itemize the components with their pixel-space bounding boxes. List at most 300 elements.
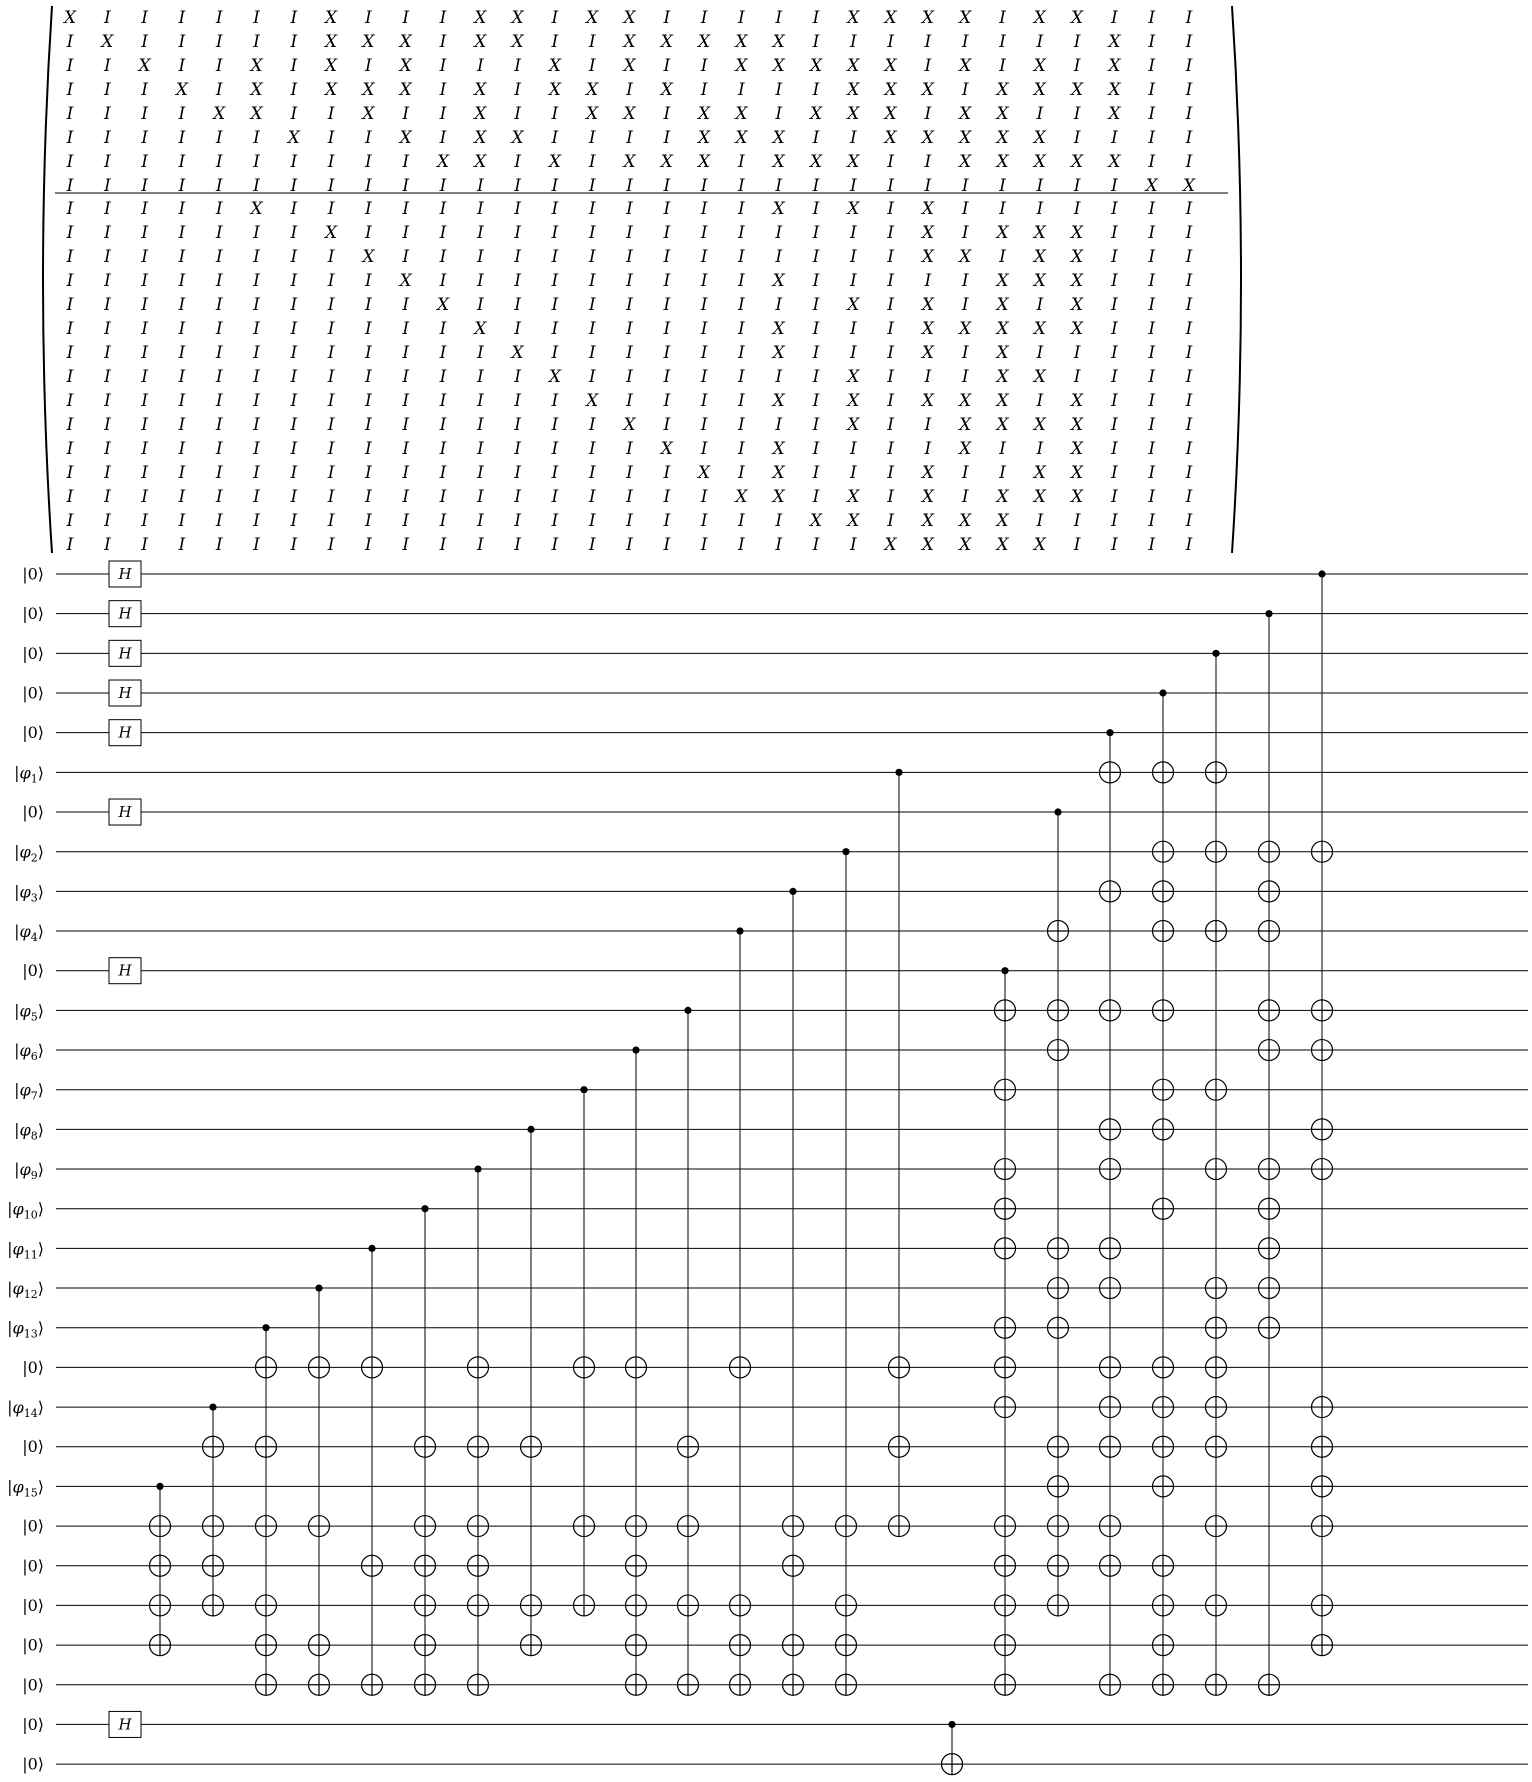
matrix-entry: I: [1036, 511, 1044, 531]
matrix-entry: I: [588, 319, 596, 339]
hadamard-label: H: [118, 565, 132, 583]
matrix-entry: I: [476, 56, 484, 76]
target-oplus: [1048, 921, 1069, 942]
target-oplus: [203, 1595, 224, 1616]
matrix-entry: I: [103, 535, 111, 555]
target-oplus: [995, 1397, 1016, 1418]
matrix-entry: I: [551, 487, 559, 507]
matrix-entry: I: [626, 128, 633, 148]
matrix-entry: X: [884, 104, 897, 124]
target-oplus: [574, 1595, 595, 1616]
matrix-left-paren: [43, 6, 52, 553]
matrix-entry: I: [476, 199, 484, 219]
matrix-entry: I: [812, 319, 820, 339]
matrix-entry: X: [1108, 104, 1121, 124]
matrix-entry: I: [1036, 391, 1044, 411]
matrix-entry: X: [698, 152, 711, 172]
matrix-entry: I: [626, 199, 633, 219]
matrix-entry: I: [290, 391, 298, 411]
matrix-entry: I: [327, 535, 335, 555]
matrix-entry: I: [402, 367, 410, 387]
matrix-entry: I: [476, 391, 484, 411]
target-oplus: [1259, 1159, 1280, 1180]
matrix-entry: I: [1148, 463, 1156, 483]
target-oplus: [1259, 1317, 1280, 1338]
control-dot: [209, 1403, 216, 1410]
control-dot: [262, 1324, 269, 1331]
target-oplus: [1259, 1674, 1280, 1695]
matrix-entry: I: [961, 271, 969, 291]
matrix-entry: I: [551, 223, 559, 243]
matrix-entry: X: [959, 511, 972, 531]
matrix-entry: I: [700, 295, 708, 315]
cnot-gate: [783, 888, 804, 1696]
matrix-entry: I: [775, 295, 783, 315]
matrix-entry: I: [775, 104, 783, 124]
wire-label: |0⟩: [22, 604, 44, 624]
matrix-entry: X: [474, 319, 487, 339]
target-oplus: [942, 1754, 963, 1775]
matrix-entry: I: [141, 319, 148, 339]
matrix-entry: I: [365, 8, 372, 28]
matrix-entry: I: [141, 8, 148, 28]
matrix-entry: X: [1071, 8, 1084, 28]
matrix-entry: X: [959, 319, 972, 339]
matrix-entry: X: [809, 511, 823, 531]
matrix-entry: I: [253, 8, 260, 28]
matrix-entry: X: [511, 8, 524, 28]
matrix-entry: I: [141, 391, 148, 411]
matrix-entry: I: [924, 56, 932, 76]
matrix-entry: I: [887, 343, 894, 363]
wire-label: |0⟩: [22, 1635, 44, 1655]
target-oplus: [1259, 841, 1280, 862]
matrix-entry: X: [586, 104, 599, 124]
target-oplus: [1153, 1198, 1174, 1219]
matrix-entry: I: [551, 439, 559, 459]
target-oplus: [203, 1516, 224, 1537]
matrix-entry: I: [1111, 463, 1118, 483]
matrix-entry: I: [849, 32, 857, 52]
matrix-entry: I: [700, 415, 708, 435]
target-oplus: [362, 1674, 383, 1695]
target-oplus: [1048, 1516, 1069, 1537]
matrix-entry: X: [772, 463, 785, 483]
matrix-entry: I: [290, 319, 298, 339]
target-oplus: [1312, 1436, 1333, 1457]
matrix-entry: X: [1071, 295, 1084, 315]
matrix-entry: I: [1073, 343, 1081, 363]
wire-label: $|\varphi_5⟩$: [14, 1000, 44, 1024]
matrix-entry: I: [887, 199, 894, 219]
matrix-entry: I: [1185, 463, 1193, 483]
matrix-entry: I: [141, 463, 148, 483]
target-oplus: [1206, 1397, 1227, 1418]
matrix-entry: X: [623, 415, 636, 435]
matrix-entry: X: [586, 391, 599, 411]
matrix-entry: I: [812, 487, 820, 507]
target-oplus: [1100, 1516, 1121, 1537]
matrix-entry: I: [253, 295, 260, 315]
matrix-entry: I: [141, 535, 148, 555]
matrix-entry: I: [738, 319, 745, 339]
target-oplus: [1312, 1000, 1333, 1021]
matrix-entry: I: [365, 176, 372, 196]
target-oplus: [1048, 1238, 1069, 1259]
matrix-entry: I: [588, 271, 596, 291]
target-oplus: [1259, 1278, 1280, 1299]
matrix-entry: I: [514, 391, 521, 411]
matrix-entry: I: [588, 463, 596, 483]
control-dot: [1106, 729, 1113, 736]
matrix-entry: X: [1071, 152, 1084, 172]
matrix-entry: I: [812, 367, 820, 387]
matrix-entry: X: [921, 223, 934, 243]
target-oplus: [1048, 1555, 1069, 1576]
matrix-entry: I: [1073, 199, 1081, 219]
matrix-entry: X: [884, 80, 897, 100]
matrix-entry: X: [698, 104, 711, 124]
matrix-entry: I: [812, 295, 820, 315]
matrix-entry: I: [439, 535, 447, 555]
wire-label: $|\varphi_8⟩$: [14, 1119, 44, 1143]
matrix-entry: I: [738, 535, 745, 555]
target-oplus: [1153, 1674, 1174, 1695]
matrix-entry: I: [551, 104, 559, 124]
matrix-entry: I: [1185, 391, 1193, 411]
matrix-entry: I: [253, 223, 260, 243]
cnot-gate: [889, 769, 910, 1537]
matrix-entry: I: [887, 223, 894, 243]
wire-label: |0⟩: [22, 643, 44, 663]
target-oplus: [309, 1635, 330, 1656]
wire-label: |0⟩: [22, 961, 44, 981]
matrix-entry: I: [103, 80, 111, 100]
target-oplus: [889, 1516, 910, 1537]
matrix-entry: I: [514, 152, 521, 172]
matrix-entry: X: [735, 56, 748, 76]
matrix-entry: I: [365, 223, 372, 243]
matrix-entry: I: [700, 176, 708, 196]
matrix-entry: I: [327, 487, 335, 507]
matrix-entry: X: [1071, 271, 1084, 291]
matrix-entry: I: [551, 535, 559, 555]
matrix-entry: I: [215, 80, 223, 100]
matrix-entry: X: [847, 104, 860, 124]
matrix-entry: I: [626, 176, 633, 196]
hadamard-label: H: [118, 803, 132, 822]
target-oplus: [1153, 841, 1174, 862]
matrix-entry: I: [738, 439, 745, 459]
matrix-entry: I: [103, 463, 111, 483]
matrix-entry: I: [588, 176, 596, 196]
matrix-entry: I: [253, 511, 260, 531]
matrix-entry: X: [399, 271, 412, 291]
matrix-entry: X: [735, 487, 748, 507]
target-oplus: [1206, 1595, 1227, 1616]
target-oplus: [1153, 881, 1174, 902]
target-oplus: [309, 1357, 330, 1378]
matrix-entry: X: [847, 199, 860, 219]
target-oplus: [730, 1357, 751, 1378]
matrix-entry: I: [663, 199, 671, 219]
matrix-entry: X: [586, 8, 599, 28]
matrix-entry: X: [735, 104, 748, 124]
matrix-entry: I: [66, 176, 74, 196]
target-oplus: [995, 1317, 1016, 1338]
matrix-entry: I: [812, 32, 820, 52]
wire-label: $|\varphi_6⟩$: [14, 1040, 44, 1064]
matrix-entry: I: [327, 319, 335, 339]
matrix-entry: I: [253, 415, 260, 435]
matrix-entry: X: [1033, 80, 1046, 100]
matrix-entry: X: [436, 295, 450, 315]
matrix-entry: I: [215, 511, 223, 531]
matrix-entry: I: [215, 56, 223, 76]
matrix-entry: I: [514, 511, 521, 531]
matrix-entry: I: [551, 415, 559, 435]
matrix-entry: X: [474, 128, 487, 148]
matrix-entry: I: [514, 415, 521, 435]
target-oplus: [521, 1635, 542, 1656]
matrix-entry: I: [402, 415, 410, 435]
matrix-entry: X: [959, 415, 972, 435]
target-oplus: [626, 1357, 647, 1378]
matrix-entry: I: [551, 247, 559, 267]
matrix-entry: I: [1148, 511, 1156, 531]
matrix-entry: I: [812, 247, 820, 267]
target-oplus: [783, 1516, 804, 1537]
matrix-entry: I: [290, 343, 298, 363]
matrix-entry: I: [141, 223, 148, 243]
matrix-entry: X: [959, 128, 972, 148]
matrix-entry: I: [588, 415, 596, 435]
matrix-entry: I: [1148, 487, 1156, 507]
matrix-entry: I: [849, 128, 857, 148]
target-oplus: [1206, 1674, 1227, 1695]
matrix-entry: X: [548, 56, 561, 76]
matrix-entry: X: [884, 128, 897, 148]
matrix-entry: I: [626, 439, 633, 459]
matrix-entry: X: [996, 487, 1009, 507]
matrix-entry: I: [849, 535, 857, 555]
matrix-entry: X: [809, 56, 823, 76]
control-dot: [368, 1245, 375, 1252]
target-oplus: [468, 1595, 489, 1616]
target-oplus: [362, 1357, 383, 1378]
matrix-entry: I: [775, 511, 783, 531]
matrix-entry: X: [287, 128, 300, 148]
target-oplus: [415, 1555, 436, 1576]
matrix-entry: I: [365, 463, 372, 483]
matrix-entry: I: [66, 152, 74, 172]
matrix-entry: I: [178, 511, 186, 531]
matrix-entry: I: [103, 271, 111, 291]
matrix-entry: I: [178, 223, 186, 243]
matrix-entry: I: [103, 104, 111, 124]
target-oplus: [468, 1516, 489, 1537]
control-dot: [315, 1284, 322, 1291]
matrix-entry: I: [588, 128, 596, 148]
matrix-entry: I: [812, 176, 820, 196]
matrix-entry: I: [365, 56, 372, 76]
target-oplus: [1312, 1119, 1333, 1140]
matrix-entry: I: [588, 199, 596, 219]
matrix-entry: I: [365, 487, 372, 507]
matrix-entry: I: [738, 391, 745, 411]
matrix-entry: I: [476, 535, 484, 555]
cnot-gate: [626, 1046, 647, 1695]
matrix-entry: X: [921, 199, 934, 219]
target-oplus: [1048, 1317, 1069, 1338]
target-oplus: [1100, 881, 1121, 902]
matrix-entry: X: [959, 8, 972, 28]
matrix-entry: X: [325, 80, 338, 100]
matrix-entry: X: [1033, 8, 1046, 28]
target-oplus: [1259, 1198, 1280, 1219]
matrix-entry: I: [66, 367, 74, 387]
matrix-entry: I: [253, 391, 260, 411]
matrix-entry: I: [700, 8, 708, 28]
matrix-entry: I: [663, 271, 671, 291]
matrix-entry: I: [812, 415, 820, 435]
target-oplus: [626, 1635, 647, 1656]
matrix-entry: I: [476, 176, 484, 196]
matrix-entry: I: [514, 295, 521, 315]
matrix-entry: X: [511, 343, 524, 363]
matrix-entry: I: [849, 176, 857, 196]
matrix-entry: I: [327, 439, 335, 459]
wire-label: |0⟩: [22, 1714, 44, 1734]
control-dot: [948, 1721, 955, 1728]
control-dot: [1054, 808, 1061, 815]
matrix-entry: I: [1111, 511, 1118, 531]
matrix-entry: I: [215, 8, 223, 28]
matrix-entry: I: [178, 247, 186, 267]
control-dot: [1318, 570, 1325, 577]
target-oplus: [1206, 1357, 1227, 1378]
matrix-entry: X: [660, 439, 673, 459]
matrix-entry: X: [735, 32, 748, 52]
matrix-entry: I: [178, 487, 186, 507]
matrix-entry: I: [887, 271, 894, 291]
matrix-entry: I: [178, 319, 186, 339]
matrix-entry: X: [921, 128, 934, 148]
matrix-entry: X: [996, 152, 1009, 172]
target-oplus: [1206, 1079, 1227, 1100]
matrix-entry: X: [996, 343, 1009, 363]
matrix-entry: I: [253, 176, 260, 196]
wire-labels: [7, 565, 44, 1774]
matrix-entry: I: [700, 319, 708, 339]
matrix-entry: I: [1185, 487, 1193, 507]
matrix-entry: I: [66, 223, 74, 243]
matrix-entry: I: [215, 152, 223, 172]
matrix-entry: X: [921, 511, 934, 531]
target-oplus: [1048, 1476, 1069, 1497]
matrix-entry: I: [1148, 319, 1156, 339]
matrix-entry: I: [588, 511, 596, 531]
matrix-entry: I: [1148, 128, 1156, 148]
target-oplus: [1259, 1238, 1280, 1259]
target-oplus: [1100, 1436, 1121, 1457]
matrix-entry: X: [325, 8, 338, 28]
matrix-entry: X: [996, 128, 1009, 148]
matrix-entry: I: [439, 8, 447, 28]
matrix-entry: I: [215, 247, 223, 267]
matrix-entry: X: [623, 104, 636, 124]
matrix-entry: I: [439, 343, 447, 363]
matrix-entry: I: [999, 439, 1006, 459]
matrix-entry: I: [439, 319, 447, 339]
target-oplus: [150, 1555, 171, 1576]
matrix-entry: I: [476, 223, 484, 243]
matrix-entry: I: [1148, 415, 1156, 435]
hadamard-gate: [109, 680, 141, 706]
matrix-entry: I: [887, 176, 894, 196]
target-oplus: [415, 1635, 436, 1656]
matrix-entry: I: [103, 152, 111, 172]
matrix-entry: I: [402, 223, 410, 243]
cnot-gate: [150, 1483, 171, 1656]
matrix-entry: I: [663, 367, 671, 387]
target-oplus: [468, 1357, 489, 1378]
hadamard-label: H: [118, 644, 132, 663]
matrix-entry: I: [887, 487, 894, 507]
matrix-entry: I: [1148, 295, 1156, 315]
matrix-entry: I: [514, 104, 521, 124]
matrix-entry: X: [1033, 128, 1046, 148]
matrix-entry: I: [290, 463, 298, 483]
matrix-entry: I: [1111, 176, 1118, 196]
matrix-entry: I: [1111, 199, 1118, 219]
target-oplus: [836, 1635, 857, 1656]
matrix-entry: I: [103, 128, 111, 148]
matrix-entry: X: [1108, 56, 1121, 76]
matrix-entry: I: [924, 104, 932, 124]
matrix-entry: I: [365, 343, 372, 363]
target-oplus: [362, 1555, 383, 1576]
matrix-entry: I: [439, 199, 447, 219]
matrix-entry: I: [66, 487, 74, 507]
target-oplus: [1100, 1000, 1121, 1021]
wire-label: $|\varphi_4⟩$: [14, 921, 44, 945]
matrix-entry: I: [738, 511, 745, 531]
matrix-entry: I: [439, 415, 447, 435]
matrix-entry: I: [66, 439, 74, 459]
matrix-entry: I: [1111, 128, 1118, 148]
matrix-entry: I: [290, 295, 298, 315]
matrix-entry: X: [1033, 415, 1046, 435]
circuit: [7, 561, 1528, 1775]
matrix-entry: X: [325, 223, 338, 243]
target-oplus: [1153, 1555, 1174, 1576]
matrix-entry: I: [103, 367, 111, 387]
matrix-entry: I: [103, 8, 111, 28]
matrix-entry: I: [626, 463, 633, 483]
matrix-entry: I: [327, 295, 335, 315]
matrix-entry: I: [402, 152, 410, 172]
matrix-entry: I: [663, 176, 671, 196]
matrix-entry: X: [809, 104, 823, 124]
target-oplus: [1259, 1040, 1280, 1061]
matrix-entry: I: [1111, 439, 1118, 459]
matrix-entry: I: [439, 463, 447, 483]
matrix-entry: I: [327, 511, 335, 531]
matrix-entry: X: [399, 32, 412, 52]
target-oplus: [468, 1674, 489, 1695]
wires: [56, 574, 1528, 1764]
